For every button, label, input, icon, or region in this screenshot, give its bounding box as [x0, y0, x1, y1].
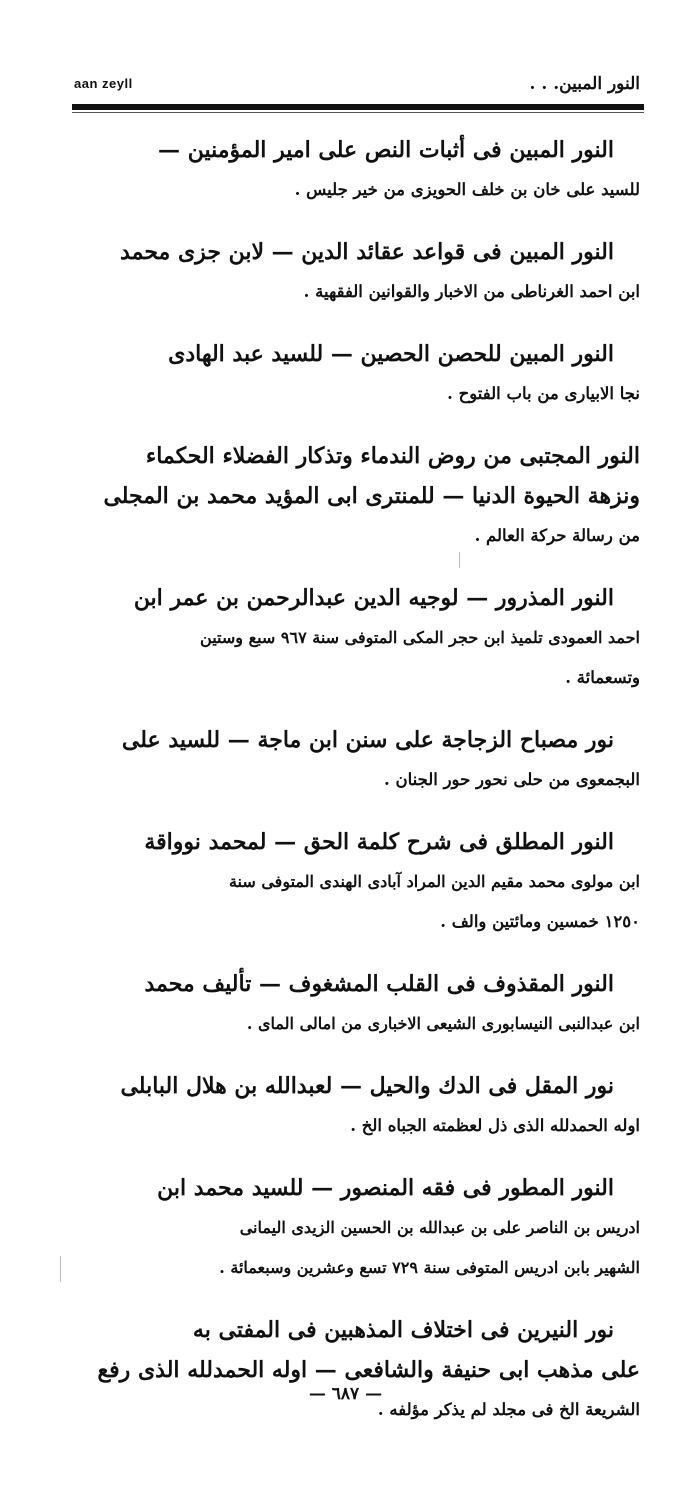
list-item: [74, 1168, 640, 1288]
list-item: [74, 578, 640, 698]
entries-list: [74, 124, 640, 1452]
entry-heading-line: على مذهب ابى حنيفة والشافعى — اوله الحمدلله الذى رفع: [97, 1357, 640, 1383]
entry-text-line: من رسالة حركة العالم .: [474, 526, 640, 545]
entry-heading-line: النور المذرور — لوجيه الدين عبدالرحمن بن عمر ابن: [133, 585, 614, 611]
running-title: النور المبين. . .: [529, 74, 640, 94]
entry-text-line: احمد العمودى تلميذ ابن حجر المكى المتوفى سنة ٩٦٧ سبع وستين: [200, 628, 640, 647]
list-item: [74, 130, 640, 210]
list-item: [74, 964, 640, 1044]
entry-text-line: ابن مولوى محمد مقيم الدين المراد آبادى الهندى المتوفى سنة: [228, 872, 640, 891]
entry-text-line: ابن عبدالنبى النيسابورى الشيعى الاخبارى من امالى الماى .: [246, 1014, 640, 1033]
entry-text-line: نجا الابيارى من باب الفتوح .: [447, 384, 640, 403]
entry-text-line: ادريس بن الناصر على بن عبدالله بن الحسين الزيدى اليمانى: [239, 1218, 640, 1237]
entry-heading-line: النور المقذوف فى القلب المشغوف — تأليف محمد: [144, 971, 614, 997]
margin-mark: [60, 1256, 61, 1282]
header-rule: [72, 104, 644, 110]
entry-heading-line: نور المقل فى الدك والحيل — لعبدالله بن هلال البابلى: [120, 1073, 614, 1099]
entry-heading-line: نور مصباح الزجاجة على سنن ابن ماجة — للسيد على: [121, 727, 614, 753]
entry-heading-line: النور المطور فى فقه المنصور — للسيد محمد ابن: [157, 1175, 614, 1201]
page-number: — ٦٨٧ —: [308, 1384, 383, 1404]
entry-heading-line: النور المبين فى أثبات النص على امير المؤمنين —: [158, 137, 614, 163]
entry-heading-line: ونزهة الحيوة الدنيا — للمنترى ابى المؤيد محمد بن المجلى: [103, 483, 640, 509]
list-item: [74, 232, 640, 312]
entry-text-line: الشريعة الخ فى مجلد لم يذكر مؤلفه .: [377, 1400, 640, 1419]
entry-text-line: اوله الحمدلله الذى ذل لعظمته الجباه الخ .: [350, 1116, 640, 1135]
list-item: [74, 720, 640, 800]
entry-text-line: البجمعوى من حلى نحور حور الجنان .: [383, 770, 640, 789]
entry-heading-line: النور المبين فى قواعد عقائد الدين — لابن جزى محمد: [120, 239, 614, 265]
running-head: [74, 74, 640, 100]
list-item: [74, 1310, 640, 1430]
list-item: [74, 822, 640, 942]
list-item: [74, 1066, 640, 1146]
running-code: aan zeyll: [74, 76, 133, 91]
entry-heading-line: النور المطلق فى شرح كلمة الحق — لمحمد نوواقة: [144, 829, 614, 855]
entry-text-line: ١٢٥٠ خمسين ومائتين والف .: [440, 912, 640, 931]
entry-text-line: الشهير بابن ادريس المتوفى سنة ٧٢٩ تسع وعشرين وسبعمائة .: [219, 1258, 640, 1277]
entry-heading-line: النور المجتبى من روض الندماء وتذكار الفضلاء الحكماء: [145, 443, 640, 469]
margin-mark: [459, 552, 460, 568]
entry-text-line: للسيد على خان بن خلف الحويزى من خير جليس .: [294, 180, 640, 199]
entry-heading-line: نور النيرين فى اختلاف المذهبين فى المفتى به: [192, 1317, 614, 1343]
entry-heading-line: النور المبين للحصن الحصين — للسيد عبد الهادى: [168, 341, 614, 367]
header-rule-thin: [72, 112, 644, 113]
entry-text-line: ابن احمد الغرناطى من الاخبار والقوانين الفقهية .: [303, 282, 640, 301]
entry-text-line: وتسعمائة .: [565, 668, 640, 687]
list-item: [74, 334, 640, 414]
list-item: [74, 436, 640, 556]
